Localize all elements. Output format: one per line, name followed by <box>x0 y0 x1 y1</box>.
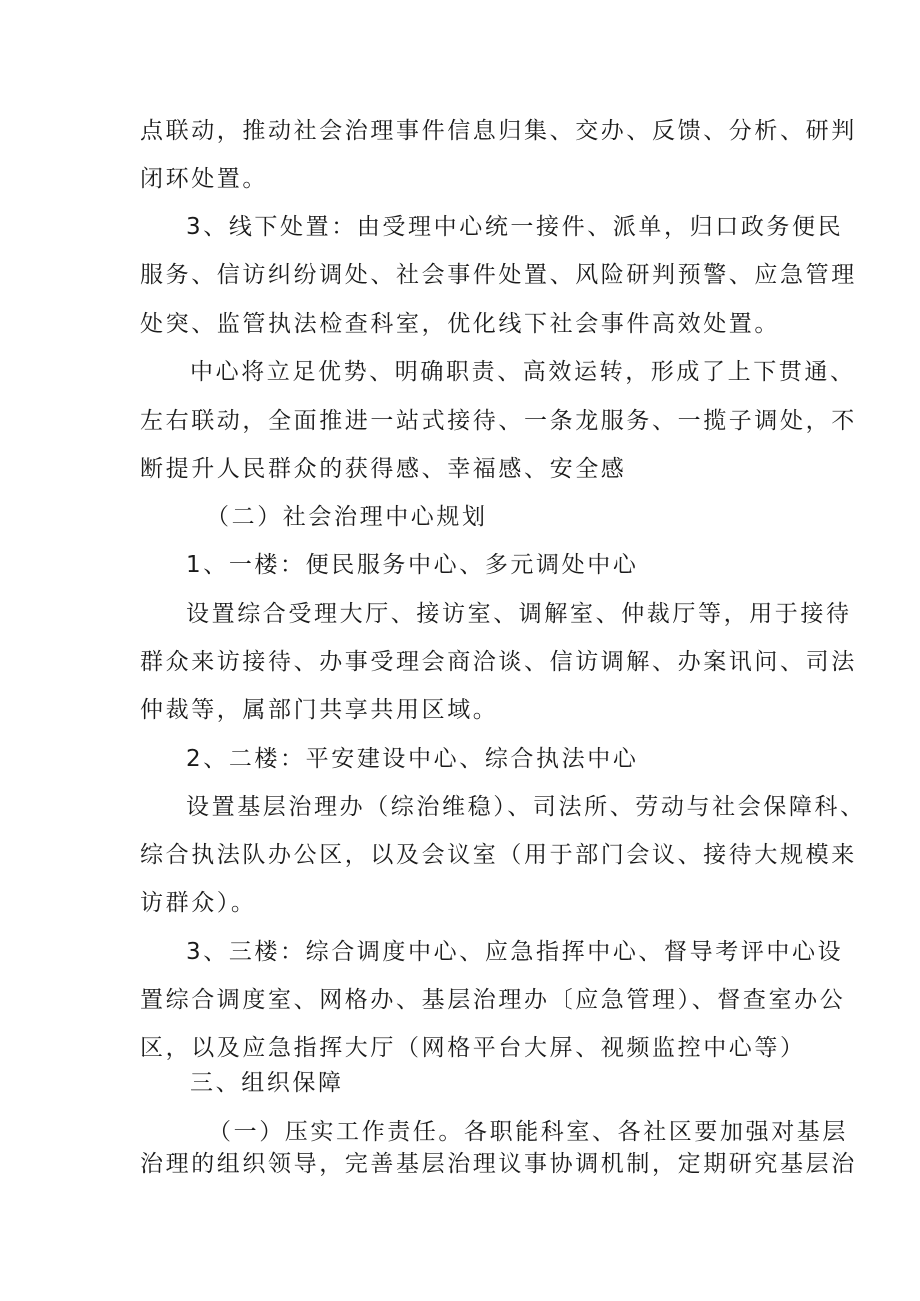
text-line: 仲裁等，属部门共享共用区域。 <box>140 697 499 723</box>
text-line: 中心将立足优势、明确职责、高效运转，形成了上下贯通、 <box>190 359 856 385</box>
text-line: 点联动，推动社会治理事件信息归集、交办、反馈、分析、研判 <box>140 118 857 144</box>
text-line: 设置综合受理大厅、接访室、调解室、仲裁厅等，用于接待 <box>186 601 852 627</box>
text-line: （一）压实工作责任。各职能科室、各社区要加强对基层 <box>208 1119 848 1145</box>
subsection-heading: 1、一楼：便民服务中心、多元调处中心 <box>186 552 639 578</box>
text-line: 访群众）。 <box>140 890 257 916</box>
text-line: 区，以及应急指挥大厅（网格平台大屏、视频监控中心等） <box>140 1035 806 1061</box>
text-line: 处突、监管执法检查科室，优化线下社会事件高效处置。 <box>140 311 780 337</box>
text-line: 治理的组织领导，完善基层治理议事协调机制，定期研究基层治 <box>140 1151 857 1177</box>
text-line: 断提升人民群众的获得感、幸福感、安全感 <box>140 456 627 482</box>
text-line: 3、线下处置：由受理中心统一接件、派单，归口政务便民 <box>186 214 844 240</box>
text-line: 服务、信访纠纷调处、社会事件处置、风险研判预警、应急管理 <box>140 262 857 288</box>
text-line: 左右联动，全面推进一站式接待、一条龙服务、一揽子调处，不 <box>140 408 857 434</box>
section-heading: （二）社会治理中心规划 <box>206 504 488 530</box>
text-line: 闭环处置。 <box>140 166 268 192</box>
subsection-heading: 3、三楼：综合调度中心、应急指挥中心、督导考评中心设 <box>186 939 844 965</box>
text-line: 设置基层治理办（综治维稳）、司法所、劳动与社会保障科、 <box>186 794 866 820</box>
subsection-heading: 2、二楼：平安建设中心、综合执法中心 <box>186 746 639 772</box>
text-line: 综合执法队办公区，以及会议室（用于部门会议、接待大规模来 <box>140 842 857 868</box>
section-heading: 三、组织保障 <box>190 1070 344 1096</box>
text-line: 置综合调度室、网格办、基层治理办〔应急管理）、督查室办公 <box>140 987 846 1013</box>
text-line: 群众来访接待、办事受理会商洽谈、信访调解、办案讯问、司法 <box>140 649 857 675</box>
